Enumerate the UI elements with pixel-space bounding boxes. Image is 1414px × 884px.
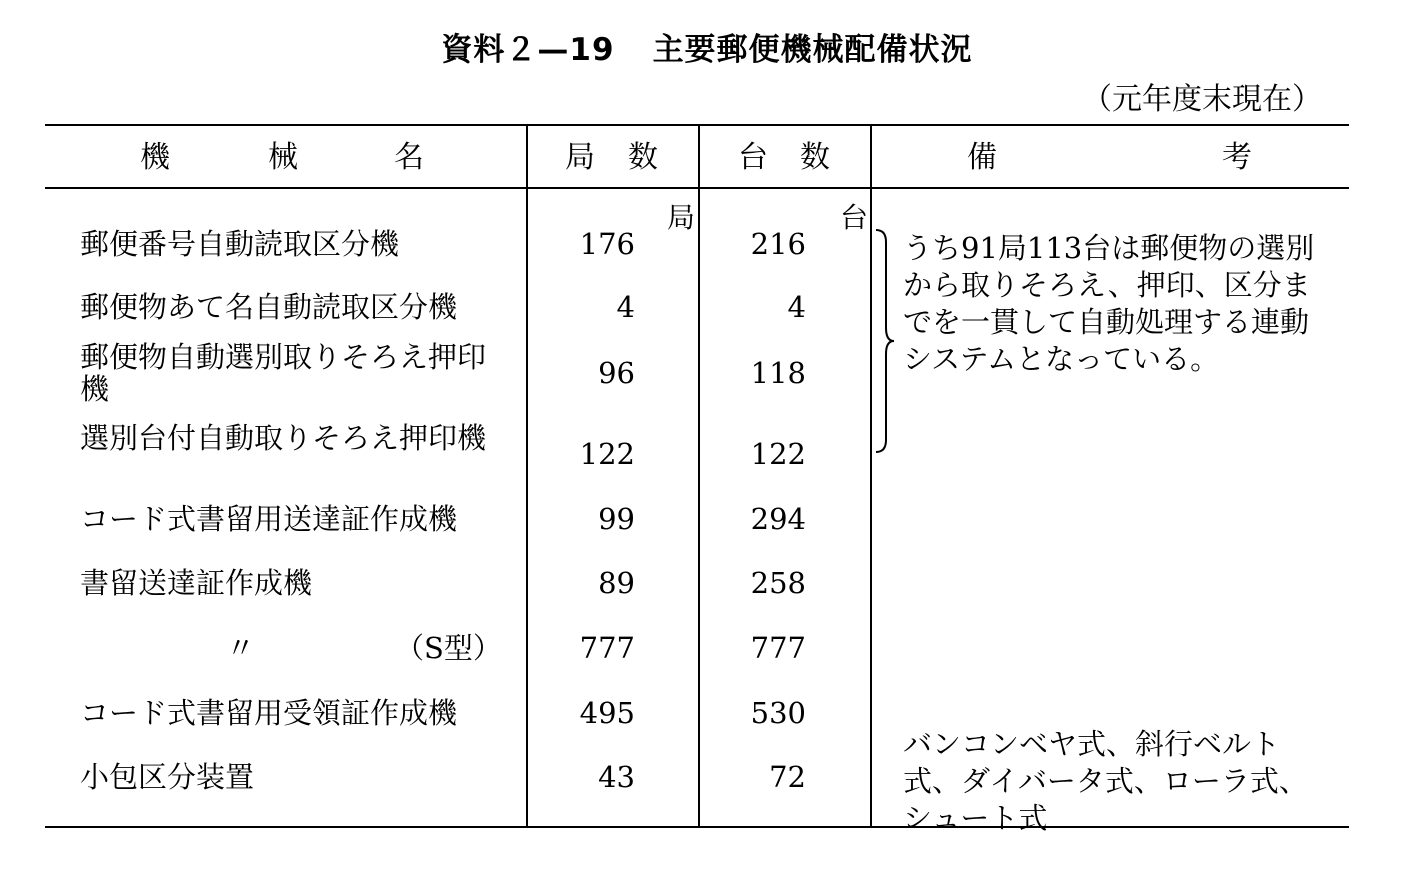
remark-note-1: うち91局113台は郵便物の選別から取りそろえ、押印、区分までを一貫して自動処理する連動システムとなっている。: [903, 231, 1315, 376]
header-units-char-1: 台: [738, 140, 768, 175]
row-units: 258: [750, 566, 806, 600]
page-title: [0, 24, 1414, 69]
unit-offices: 局: [667, 201, 696, 234]
row-offices: 89: [598, 566, 635, 600]
curly-brace-icon: [874, 228, 896, 454]
as-of-note: （元年度末現在）: [1082, 82, 1322, 117]
row-units: 216: [750, 227, 806, 261]
row-offices: 176: [579, 227, 635, 261]
header-name-char-3: 名: [394, 140, 424, 175]
table-top-rule: [45, 124, 1349, 126]
ditto-mark: 〃: [226, 631, 256, 665]
title-text: 主要郵便機械配備状況: [652, 32, 973, 68]
row-units: 72: [769, 760, 806, 794]
row-offices: 43: [598, 760, 635, 794]
header-remarks-char-2: 考: [1222, 140, 1252, 175]
row-offices: 4: [616, 290, 635, 324]
row-units: 530: [750, 696, 806, 730]
unit-units: 台: [840, 201, 869, 234]
row-units: 4: [787, 290, 806, 324]
header-bottom-rule: [45, 187, 1349, 189]
row-name: 郵便物自動選別取りそろえ押印機: [80, 340, 487, 406]
row-units: 122: [750, 437, 806, 471]
row-name-suffix: （S型）: [395, 631, 502, 665]
row-offices: 495: [579, 696, 635, 730]
row-name: 選別台付自動取りそろえ押印機: [80, 421, 487, 455]
column-divider-3: [870, 126, 872, 828]
header-offices-char-1: 局: [565, 140, 595, 175]
row-units: 777: [750, 631, 806, 665]
row-offices: 122: [579, 437, 635, 471]
row-units: 118: [750, 356, 806, 390]
row-units: 294: [750, 502, 806, 536]
row-name: コード式書留用受領証作成機: [80, 696, 458, 730]
header-name-char-2: 械: [268, 140, 298, 175]
row-offices: 777: [579, 631, 635, 665]
row-name: 郵便番号自動読取区分機: [80, 227, 400, 261]
row-name: コード式書留用送達証作成機: [80, 502, 458, 536]
header-units-char-2: 数: [800, 140, 830, 175]
row-name: 小包区分装置: [80, 760, 255, 794]
remark-note-2: バンコンベヤ式、斜行ベルト式、ダイバータ式、ローラ式、シュート式: [903, 727, 1308, 835]
row-name: 書留送達証作成機: [80, 566, 313, 600]
row-name: 郵便物あて名自動読取区分機: [80, 290, 458, 324]
header-remarks-char-1: 備: [967, 140, 997, 175]
row-offices: 96: [598, 356, 635, 390]
header-name-char-1: 機: [140, 140, 170, 175]
row-offices: 99: [598, 502, 635, 536]
title-label: 資料２—19: [441, 32, 615, 68]
header-offices-char-2: 数: [628, 140, 658, 175]
